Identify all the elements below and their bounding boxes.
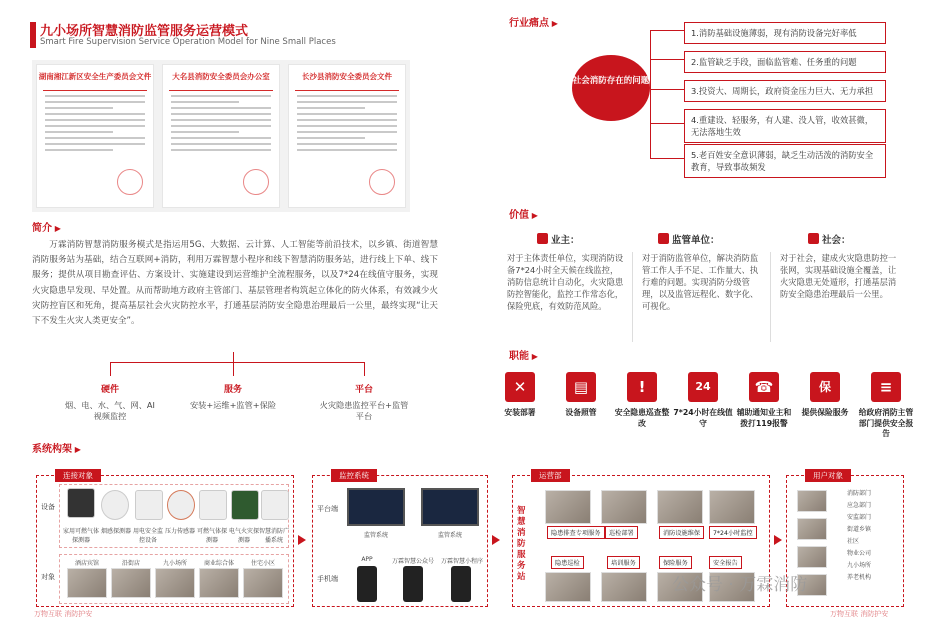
wrench-icon: ✕ [505, 372, 535, 402]
tree-hardware-body: 烟、电、水、气、网、AI视频监控 [65, 400, 155, 421]
broadcast-device [261, 490, 289, 520]
power-monitor-device [135, 490, 163, 520]
mobile-label: 手机端 [317, 575, 338, 583]
row-device-label: 设备 [41, 503, 55, 511]
tree-trunk [233, 352, 234, 362]
document-1 [36, 64, 154, 208]
pressure-sensor-device [167, 490, 195, 520]
hotel-photo [67, 568, 107, 598]
small-venue-photo [155, 568, 195, 598]
function-alarm: ☎ 辅助通知业主和拨打119报警 [734, 372, 794, 429]
pain-item-5: 5.老百姓安全意识薄弱，缺乏生动活泼的消防安全教育，导致事故频发 [684, 144, 886, 178]
intro-text: 万霖消防智慧消防服务模式是指运用5G、大数据、云计算、人工智能等前沿技术，以乡镇、街道智慧消防服务站为基础，结合互联网+消防，利用万霖智慧小程序和线下智慧消防服务站，进行线上下单、线下服务；提供从项目勘查评估、方案设计、实施建设到运营维护全流程服务，以及7*24在线值守服务，实现火灾隐患早发现、早处置。从而帮助地方政府主管部门、基层管理者构筑起立体化的防火体系，有效减少火灾防控盲区和死角，提高基层社会火灾防控水平，打通基层消防安全隐患治理最后一公里，最终实现“让天下不发生火灾人类更安全”。 [32, 240, 438, 327]
pc-label: 平台端 [317, 505, 338, 513]
row-object-label: 对象 [41, 573, 55, 581]
function-report: ≡ 给政府消防主管部门提供安全报告 [856, 372, 916, 440]
page-subtitle: Smart Fire Supervision Service Operation Model for Nine Small Places [40, 37, 336, 47]
document-3 [288, 64, 406, 208]
value-owner-text: 对于主体责任单位，实现消防设备7*24小时全天候在线监控，消防信息统计自动化，火灾隐患防控智能化，监控工作常态化，保险兜底，有效防范风险。 [507, 253, 624, 311]
footer-right: 万物互联 消防护安 [830, 610, 889, 618]
value-regulator-title: 监管单位： [672, 235, 720, 246]
gas-sensor-device [199, 490, 227, 520]
street-shop-photo [111, 568, 151, 598]
intro-heading: 简介 ▶ [32, 219, 61, 234]
value-society [780, 232, 898, 300]
shield-icon: 保 [810, 372, 840, 402]
function-device-care: ▤ 设备照管 [551, 372, 611, 419]
building-icon [658, 233, 669, 244]
seal-stamp [243, 169, 269, 195]
users-panel: 用户对象 消防部门 应急部门 安监部门 街道乡镇 社区 物业公司 九小场所 养老机构 [786, 475, 904, 607]
value-owner [507, 232, 625, 312]
pain-center-circle: 社会消防存在的问题 [572, 55, 650, 121]
function-24h: 24 7*24小时在线值守 [673, 372, 733, 429]
value-society-title: 社会： [822, 235, 851, 246]
electric-fire-device [231, 490, 259, 520]
tree-platform-head: 平台 [354, 385, 373, 395]
phone-icon: ☎ [749, 372, 779, 402]
pain-item-3: 3.投资大、周期长，政府资金压力巨大、无力承担 [684, 80, 886, 102]
owner-icon [537, 233, 548, 244]
people-icon [808, 233, 819, 244]
document-2 [162, 64, 280, 208]
tree-service-body: 安装+运维+监管+保险 [189, 400, 277, 410]
inspect-icon: ! [627, 372, 657, 402]
document-title: 大名县消防安全委员会办公室 [172, 72, 270, 81]
tree-platform-body: 火灾隐患监控平台+监管平台 [319, 400, 409, 421]
connect-panel: 连接对象 设备 对象 家用可燃气体探测器 烟感探测器 用电安全监控设备 压力传感器 可燃气体探测器 电气火灾探测器 智慧消防广播系统 酒店宾馆 沿街店 九小场所 商业综合体 住宅小区 [36, 475, 294, 607]
pain-item-4: 4.重建设、轻服务，有人建、没人管，收效甚微，无法落地生效 [684, 109, 886, 143]
title-accent-bar [30, 22, 36, 48]
watermark: 公众号 · 万霖消防 [672, 575, 808, 595]
tree-service-head: 服务 [223, 385, 242, 395]
device-icon: ▤ [566, 372, 596, 402]
service-station-label: 智慧消防服务站 [517, 506, 526, 582]
seal-stamp [369, 169, 395, 195]
document-title: 湖南湘江新区安全生产委员会文件 [38, 72, 152, 81]
functions-heading: 职能 ▶ [509, 347, 538, 362]
pain-item-2: 2.监管缺乏手段，面临监管难、任务重的问题 [684, 51, 886, 73]
report-icon: ≡ [871, 372, 901, 402]
flow-arrow [298, 535, 306, 545]
monitor-screen-2 [421, 488, 479, 526]
page-title: 九小场所智慧消防监管服务运营模式 [40, 24, 249, 39]
function-insurance: 保 提供保险服务 [795, 372, 855, 419]
seal-stamp [117, 169, 143, 195]
residence-photo [243, 568, 283, 598]
footer-left: 万物互联 消防护安 [34, 610, 93, 618]
monitor-screen-1 [347, 488, 405, 526]
monitor-panel: 监控系统 平台端 手机端 监管系统 监管系统 APP 万霖智慧公众号 万霖智慧小程序 [312, 475, 488, 607]
value-regulator-text: 对于消防监管单位，解决消防监管工作人手不足、工作量大、执行难的问题。实现消防分级管理，以及监管远程化、数字化、可视化。 [642, 253, 759, 311]
pain-heading: 行业痛点 ▶ [509, 14, 558, 29]
arch-heading: 系统构架 ▶ [32, 440, 81, 455]
phone-app [357, 566, 377, 602]
tree-branch [110, 362, 364, 363]
ops-panel: 运营部 智慧消防服务站 隐患排查专项服务 巡检部署 消防设施维保 7*24小时监控 隐患巡检 培训服务 保险服务 安全报告 [512, 475, 770, 607]
phone-mini-program [451, 566, 471, 602]
gas-detector-device [67, 488, 95, 518]
value-heading: 价值 ▶ [509, 206, 538, 221]
mall-photo [199, 568, 239, 598]
value-regulator [642, 232, 760, 312]
clock-24-icon: 24 [688, 372, 718, 402]
value-owner-title: 业主： [551, 235, 580, 246]
function-install: ✕ 安装部署 [490, 372, 550, 419]
value-society-text: 对于社会，建成火灾隐患防控一张网，实现基础设施全覆盖，让火灾隐患无处遁形，打通基层消防安全隐患治理最后一公里。 [780, 253, 897, 299]
document-title: 长沙县消防安全委员会文件 [302, 72, 392, 81]
phone-official-account [403, 566, 423, 602]
pain-item-1: 1.消防基础设施薄弱，现有消防设备完好率低 [684, 22, 886, 44]
connect-tag: 连接对象 [55, 469, 101, 482]
ops-tag: 运营部 [531, 469, 570, 482]
smoke-detector-device [101, 490, 129, 520]
tree-hardware-head: 硬件 [100, 385, 119, 395]
policy-documents-image [32, 60, 410, 212]
function-inspection: ! 安全隐患巡查整改 [612, 372, 672, 429]
users-tag: 用户对象 [805, 469, 851, 482]
monitor-tag: 监控系统 [331, 469, 377, 482]
